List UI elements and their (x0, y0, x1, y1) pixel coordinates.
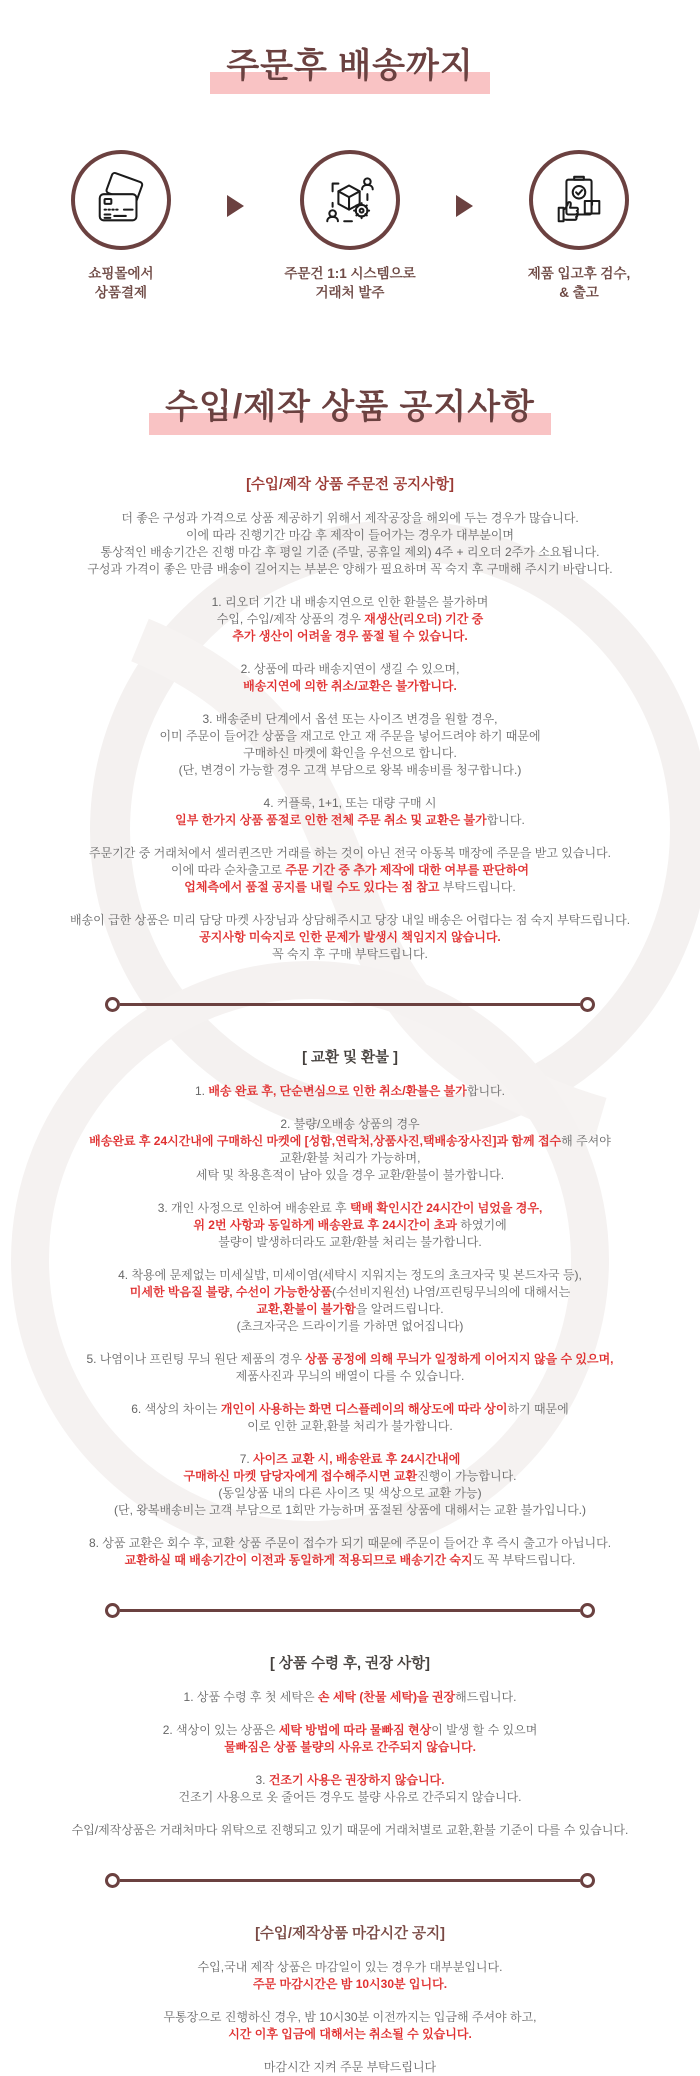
section-divider (105, 997, 595, 1012)
after-receipt-body (0, 1689, 700, 1839)
notice-paragraph: 3. 개인 사정으로 인하여 배송완료 후 택배 확인시간 24시간이 넘었을 경우, 위 2번 사항과 동일하게 배송완료 후 24시간이 초과 하였기에 불량이 발생하더라도 교환/환불 처리는 불가합니다. (157, 1200, 543, 1249)
arrow-right-icon (227, 195, 244, 217)
flow-step-label: 주문건 1:1 시스템으로 거래처 발주 (284, 265, 416, 301)
inspection-shipping-icon (529, 150, 629, 250)
divider-ring-icon (580, 1873, 595, 1888)
divider-ring-icon (105, 1603, 120, 1618)
notice-paragraph: 6. 색상의 차이는 개인이 사용하는 화면 디스플레이의 해상도에 따라 상이하기 때문에 이로 인한 교환,환불 처리가 불가합니다. (131, 1401, 569, 1433)
notice-paragraph: 2. 색상이 있는 상품은 세탁 방법에 따라 물빠짐 현상이 발생 할 수 있으며 물빠짐은 상품 불량의 사유로 간주되지 않습니다. (162, 1722, 538, 1754)
section-title-import-notice: 수입/제작 상품 공지사항 (149, 387, 551, 435)
divider-ring-icon (105, 1873, 120, 1888)
arrow-right-icon (456, 195, 473, 217)
notice-paragraph: 주문기간 중 거래처에서 셀러퀸즈만 거래를 하는 것이 아닌 전국 아동복 매장에 주문을 받고 있습니다. 이에 따라 순차출고로 주문 기간 중 추가 제작에 대한 여부를 판단하여 업체측에서 품절 공지를 내릴 수도 있다는 점 참고 부탁드립니다. (89, 845, 611, 894)
deadline-notice-body (0, 1959, 700, 2076)
flow-step-inspection (499, 150, 659, 303)
payment-cards-icon (71, 150, 171, 250)
notice-paragraph: 2. 불량/오배송 상품의 경우 배송완료 후 24시간내에 구매하신 마켓에 [성함,연락처,상품사진,택배송장사진]과 함께 접수해 주셔야 교환/환불 처리가 가능하며, 세탁 및 착용흔적이 남아 있을 경우 교환/환불이 불가합니다. (89, 1116, 611, 1182)
order-system-icon (300, 150, 400, 250)
divider-ring-icon (580, 997, 595, 1012)
notice-paragraph: 8. 상품 교환은 회수 후, 교환 상품 주문이 접수가 되기 때문에 주문이 들어간 후 즉시 출고가 아닙니다. 교환하실 때 배송기간이 이전과 동일하게 적용되므로 배송기간 숙지도 꼭 부탁드립니다. (88, 1535, 612, 1567)
exchange-refund-body (0, 1083, 700, 1569)
flow-step-label: 제품 입고후 검수, & 출고 (527, 265, 631, 301)
after-receipt-header: [ 상품 수령 후, 권장 사항] (270, 1655, 430, 1672)
notice-paragraph: 더 좋은 구성과 가격으로 상품 제공하기 위해서 제작공장을 해외에 두는 경우가 많습니다. 이에 따라 진행기간 마감 후 제작이 들어가는 경우가 대부분이며 통상적인 배송기간은 진행 마감 후 평일 기준 (주말, 공휴일 제외) 4주 + 리오더 2주가 소요됩니다. 구성과 가격이 좋은 만큼 배송이 길어지는 부분은 양해가 필요하며 꼭 숙지 후 구매해 주시기 바랍니다. (87, 510, 613, 576)
section-divider (105, 1603, 595, 1618)
notice-paragraph: 1. 배송 완료 후, 단순변심으로 인한 취소/환불은 불가합니다. (195, 1083, 505, 1098)
deadline-notice-header: [수입/제작상품 마감시간 공지] (255, 1925, 445, 1942)
notice-paragraph: 무통장으로 진행하신 경우, 밤 10시30분 이전까지는 입금해 주셔야 하고, 시간 이후 입금에 대해서는 취소될 수 있습니다. (163, 2009, 537, 2041)
pre-order-notice-body (0, 510, 700, 963)
notice-paragraph: 5. 나염이나 프린팅 무늬 원단 제품의 경우 상품 공정에 의해 무늬가 일정하게 이어지지 않을 수 있으며, 제품사진과 무늬의 배열이 다를 수 있습니다. (86, 1351, 614, 1383)
pre-order-notice-header: [수입/제작 상품 주문전 공지사항] (246, 476, 454, 493)
order-flow (0, 150, 700, 303)
notice-paragraph: 7. 사이즈 교환 시, 배송완료 후 24시간내에 구매하신 마켓 담당자에게 접수해주시면 교환진행이 가능합니다. (동일상품 내의 다른 사이즈 및 색상으로 교환 가능) (단, 왕복배송비는 고객 부담으로 1회만 가능하며 품절된 상품에 대해서는 교환 불가입니다.) (114, 1451, 586, 1517)
page-title-order-to-shipping: 주문후 배송까지 (210, 46, 489, 94)
notice-paragraph: 수입/제작상품은 거래처마다 위탁으로 진행되고 있기 때문에 거래처별로 교환,환불 기준이 다를 수 있습니다. (71, 1822, 629, 1837)
divider-ring-icon (580, 1603, 595, 1618)
flow-step-order-system (270, 150, 430, 303)
notice-paragraph: 3. 배송준비 단계에서 옵션 또는 사이즈 변경을 원할 경우, 이미 주문이 들어간 상품을 재고로 안고 재 주문을 넣어드려야 하기 때문에 구매하신 마켓에 확인을 우선으로 합니다. (단, 변경이 가능할 경우 고객 부담으로 왕복 배송비를 청구합니다.) (159, 711, 541, 777)
notice-paragraph: 마감시간 지켜 주문 부탁드립니다 (263, 2059, 437, 2074)
notice-paragraph: 4. 착용에 문제없는 미세실밥, 미세이염(세탁시 지워지는 정도의 초크자국 및 본드자국 등), 미세한 박음질 불량, 수선이 가능한상품(수선비지원선) 나염/프린팅무늬의에 대해서는 교환,환불이 불가함을 알려드립니다. (초크자국은 드라이기를 가하면 없어집니다) (118, 1267, 582, 1333)
exchange-refund-header: [ 교환 및 환불 ] (302, 1049, 398, 1066)
notice-paragraph: 4. 커플룩, 1+1, 또는 대량 구매 시 일부 한가지 상품 품절로 인한 전체 주문 취소 및 교환은 불가합니다. (175, 795, 525, 827)
notice-paragraph: 1. 리오더 기간 내 배송지연으로 인한 환불은 불가하며 수입, 수입/제작 상품의 경우 재생산(리오더) 기간 중 추가 생산이 어려울 경우 품절 될 수 있습니다. (211, 594, 489, 643)
notice-paragraph: 배송이 급한 상품은 미리 담당 마켓 사장님과 상담해주시고 당장 내일 배송은 어렵다는 점 숙지 부탁드립니다. 공지사항 미숙지로 인한 문제가 발생시 책임지지 않습니다. 꼭 숙지 후 구매 부탁드립니다. (69, 912, 631, 961)
divider-ring-icon (105, 997, 120, 1012)
flow-step-payment (41, 150, 201, 303)
section-divider (105, 1873, 595, 1888)
notice-paragraph: 3. 건조기 사용은 권장하지 않습니다. 건조기 사용으로 옷 줄어든 경우도 불량 사유로 간주되지 않습니다. (178, 1772, 522, 1804)
notice-paragraph: 2. 상품에 따라 배송지연이 생길 수 있으며, 배송지연에 의한 취소/교환은 불가합니다. (240, 661, 460, 693)
notice-paragraph: 수입,국내 제작 상품은 마감일이 있는 경우가 대부분입니다. 주문 마감시간은 밤 10시30분 입니다. (197, 1959, 503, 1991)
notice-paragraph: 1. 상품 수령 후 첫 세탁은 손 세탁 (찬물 세탁)을 권장해드립니다. (183, 1689, 517, 1704)
flow-step-label: 쇼핑몰에서 상품결제 (88, 265, 154, 301)
